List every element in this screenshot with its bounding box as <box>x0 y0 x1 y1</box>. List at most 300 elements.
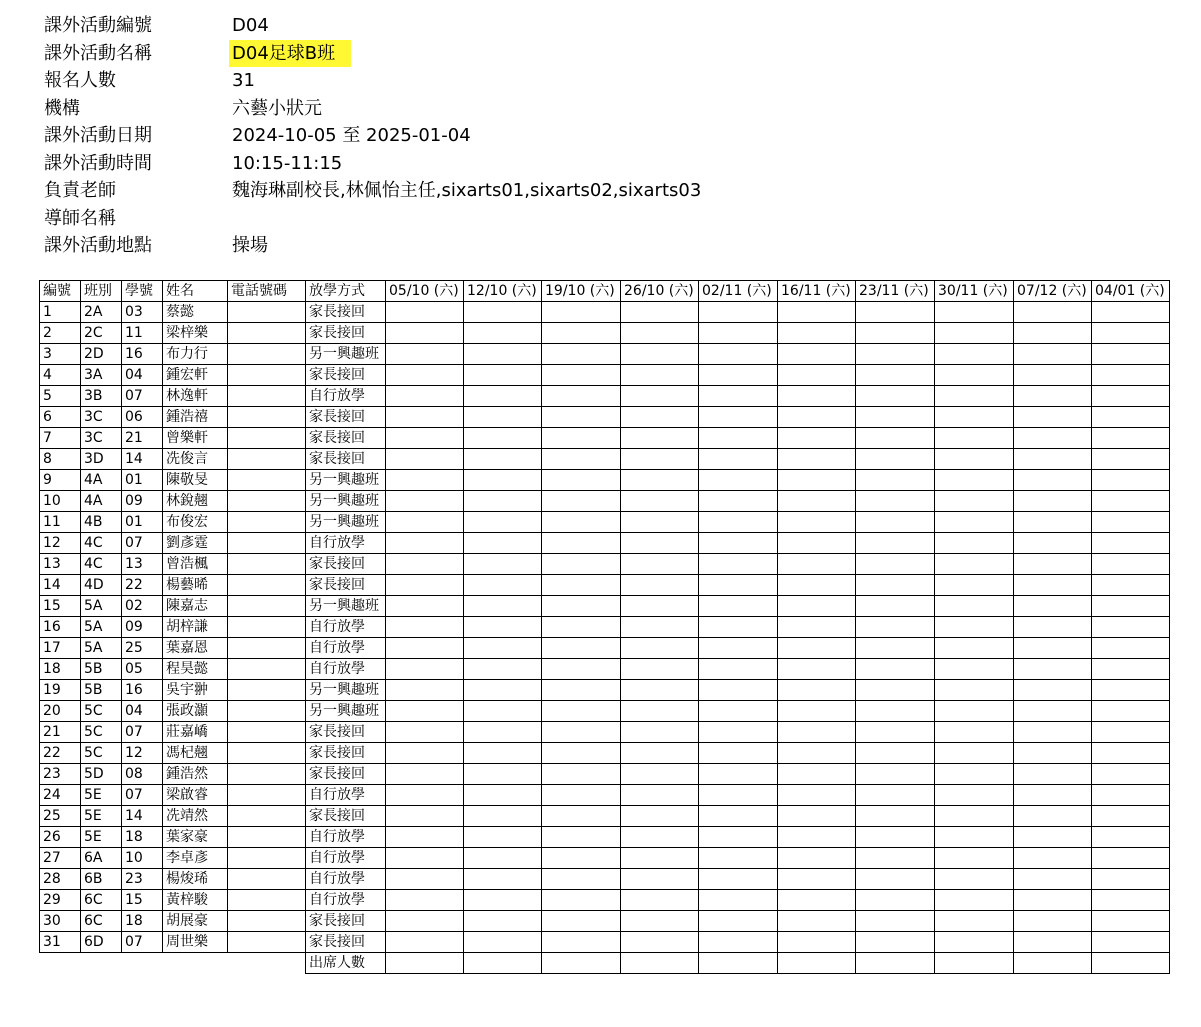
attendance-cell <box>621 323 699 344</box>
table-cell: 6C <box>81 890 122 911</box>
attendance-cell <box>386 764 464 785</box>
attendance-cell <box>1092 365 1170 386</box>
attendance-cell <box>856 764 935 785</box>
info-label: 課外活動日期 <box>44 125 152 146</box>
table-cell: 24 <box>40 785 81 806</box>
table-cell: 18 <box>122 827 163 848</box>
table-cell: 5A <box>81 596 122 617</box>
table-cell: 楊焌琋 <box>163 869 228 890</box>
attendance-cell <box>856 743 935 764</box>
attendance-cell <box>1014 869 1092 890</box>
attendance-cell <box>386 848 464 869</box>
table-cell: 家長接回 <box>306 806 386 827</box>
column-header: 編號 <box>40 281 81 302</box>
attendance-cell <box>856 575 935 596</box>
attendance-cell <box>1014 932 1092 953</box>
attendance-cell <box>464 617 542 638</box>
attendance-cell <box>1092 491 1170 512</box>
attendance-cell <box>778 785 856 806</box>
attendance-cell <box>856 533 935 554</box>
attendance-cell <box>1092 743 1170 764</box>
attendance-cell <box>778 302 856 323</box>
attendance-cell <box>386 932 464 953</box>
attendance-cell <box>1014 386 1092 407</box>
table-row <box>40 302 1170 323</box>
attendance-cell <box>1092 932 1170 953</box>
attendance-cell <box>935 911 1014 932</box>
attendance-cell <box>621 470 699 491</box>
attendance-cell <box>621 533 699 554</box>
table-cell: 陳嘉志 <box>163 596 228 617</box>
attendance-cell <box>699 302 778 323</box>
attendance-cell <box>621 491 699 512</box>
table-cell: 15 <box>40 596 81 617</box>
table-cell <box>228 323 306 344</box>
attendance-cell <box>621 701 699 722</box>
attendance-cell <box>778 659 856 680</box>
column-header: 30/11 (六) <box>935 281 1014 302</box>
attendance-cell <box>621 869 699 890</box>
table-cell: 11 <box>122 323 163 344</box>
attendance-cell <box>1014 596 1092 617</box>
attendance-cell <box>386 533 464 554</box>
attendance-cell <box>856 806 935 827</box>
attendance-count-cell <box>621 953 699 974</box>
table-cell: 5E <box>81 785 122 806</box>
table-cell: 07 <box>122 785 163 806</box>
attendance-cell <box>699 743 778 764</box>
table-header-row <box>40 281 1170 302</box>
attendance-cell <box>1014 638 1092 659</box>
attendance-cell <box>386 323 464 344</box>
attendance-cell <box>386 827 464 848</box>
table-cell: 胡梓謙 <box>163 617 228 638</box>
table-cell: 04 <box>122 701 163 722</box>
attendance-cell <box>1014 722 1092 743</box>
table-row <box>40 638 1170 659</box>
attendance-cell <box>935 428 1014 449</box>
attendance-cell <box>778 764 856 785</box>
info-value: 操場 <box>232 235 268 256</box>
attendance-cell <box>699 869 778 890</box>
attendance-cell <box>464 302 542 323</box>
attendance-cell <box>1014 743 1092 764</box>
attendance-cell <box>778 890 856 911</box>
table-row <box>40 806 1170 827</box>
attendance-cell <box>1014 407 1092 428</box>
attendance-cell <box>856 617 935 638</box>
table-cell: 6D <box>81 932 122 953</box>
table-cell: 20 <box>40 701 81 722</box>
table-cell: 06 <box>122 407 163 428</box>
attendance-cell <box>778 323 856 344</box>
table-row <box>40 764 1170 785</box>
attendance-cell <box>542 911 621 932</box>
table-cell <box>228 827 306 848</box>
table-cell: 07 <box>122 533 163 554</box>
table-cell: 自行放學 <box>306 869 386 890</box>
attendance-cell <box>778 344 856 365</box>
attendance-cell <box>621 785 699 806</box>
column-header: 16/11 (六) <box>778 281 856 302</box>
table-cell <box>228 428 306 449</box>
attendance-cell <box>935 701 1014 722</box>
info-label: 報名人數 <box>44 70 116 91</box>
column-header: 26/10 (六) <box>621 281 699 302</box>
attendance-cell <box>621 365 699 386</box>
table-cell: 10 <box>122 848 163 869</box>
table-cell: 周世樂 <box>163 932 228 953</box>
attendance-cell <box>1092 617 1170 638</box>
column-header: 19/10 (六) <box>542 281 621 302</box>
table-cell: 22 <box>40 743 81 764</box>
attendance-cell <box>778 638 856 659</box>
attendance-cell <box>778 617 856 638</box>
attendance-cell <box>542 659 621 680</box>
table-cell: 19 <box>40 680 81 701</box>
attendance-cell <box>699 638 778 659</box>
table-cell <box>228 407 306 428</box>
table-cell: 22 <box>122 575 163 596</box>
attendance-cell <box>621 722 699 743</box>
attendance-cell <box>856 344 935 365</box>
attendance-cell <box>386 491 464 512</box>
table-cell <box>228 617 306 638</box>
table-cell: 黃梓駿 <box>163 890 228 911</box>
attendance-cell <box>386 659 464 680</box>
attendance-cell <box>856 890 935 911</box>
table-cell: 4C <box>81 554 122 575</box>
attendance-cell <box>464 575 542 596</box>
table-row <box>40 680 1170 701</box>
attendance-cell <box>1092 638 1170 659</box>
table-cell: 23 <box>122 869 163 890</box>
attendance-cell <box>464 890 542 911</box>
info-label: 課外活動時間 <box>44 152 152 174</box>
table-cell: 家長接回 <box>306 932 386 953</box>
attendance-cell <box>464 470 542 491</box>
attendance-cell <box>935 554 1014 575</box>
attendance-cell <box>856 932 935 953</box>
attendance-cell <box>542 827 621 848</box>
info-value: 六藝小狀元 <box>232 97 322 119</box>
table-cell: 5D <box>81 764 122 785</box>
table-cell <box>228 554 306 575</box>
attendance-cell <box>386 512 464 533</box>
attendance-cell <box>1014 785 1092 806</box>
attendance-cell <box>621 344 699 365</box>
attendance-cell <box>621 638 699 659</box>
table-cell: 家長接回 <box>306 407 386 428</box>
table-row <box>40 575 1170 596</box>
table-cell: 葉嘉恩 <box>163 638 228 659</box>
table-cell: 曾樂軒 <box>163 428 228 449</box>
table-cell: 3B <box>81 386 122 407</box>
attendance-cell <box>1092 722 1170 743</box>
table-cell: 3D <box>81 449 122 470</box>
table-cell: 梁啟睿 <box>163 785 228 806</box>
table-cell <box>228 806 306 827</box>
info-value: 10:15-11:15 <box>232 152 343 174</box>
attendance-cell <box>1092 407 1170 428</box>
table-cell: 鍾浩然 <box>163 764 228 785</box>
table-cell: 林逸軒 <box>163 386 228 407</box>
table-cell: 16 <box>122 680 163 701</box>
attendance-cell <box>621 596 699 617</box>
attendance-cell <box>699 386 778 407</box>
attendance-cell <box>1014 365 1092 386</box>
attendance-cell <box>778 596 856 617</box>
table-cell: 25 <box>122 638 163 659</box>
table-row <box>40 827 1170 848</box>
attendance-cell <box>699 701 778 722</box>
table-cell: 劉彥霆 <box>163 533 228 554</box>
attendance-cell <box>1092 659 1170 680</box>
table-cell: 16 <box>122 344 163 365</box>
attendance-cell <box>542 680 621 701</box>
attendance-cell <box>464 449 542 470</box>
attendance-cell <box>464 407 542 428</box>
attendance-cell <box>464 491 542 512</box>
table-cell: 13 <box>40 554 81 575</box>
attendance-cell <box>856 701 935 722</box>
attendance-cell <box>935 323 1014 344</box>
attendance-cell <box>1092 386 1170 407</box>
attendance-cell <box>386 722 464 743</box>
attendance-cell <box>542 344 621 365</box>
table-cell: 布力行 <box>163 344 228 365</box>
table-cell: 4D <box>81 575 122 596</box>
table-cell <box>228 575 306 596</box>
attendance-cell <box>778 575 856 596</box>
attendance-cell <box>542 386 621 407</box>
attendance-cell <box>935 344 1014 365</box>
attendance-cell <box>464 764 542 785</box>
attendance-cell <box>386 449 464 470</box>
table-cell: 6C <box>81 911 122 932</box>
attendance-cell <box>464 848 542 869</box>
table-cell: 自行放學 <box>306 638 386 659</box>
table-cell: 5C <box>81 743 122 764</box>
table-cell: 2 <box>40 323 81 344</box>
info-value: 2024-10-05 至 2025-01-04 <box>232 125 471 146</box>
attendance-cell <box>1092 869 1170 890</box>
column-header: 12/10 (六) <box>464 281 542 302</box>
attendance-cell <box>699 428 778 449</box>
attendance-cell <box>1092 806 1170 827</box>
table-cell: 另一興趣班 <box>306 701 386 722</box>
attendance-table <box>39 280 1170 974</box>
table-cell: 01 <box>122 470 163 491</box>
table-row <box>40 911 1170 932</box>
attendance-cell <box>1092 323 1170 344</box>
attendance-cell <box>542 869 621 890</box>
column-header: 23/11 (六) <box>856 281 935 302</box>
attendance-cell <box>464 344 542 365</box>
blank-cell <box>40 953 81 974</box>
attendance-cell <box>1014 659 1092 680</box>
attendance-cell <box>464 701 542 722</box>
attendance-count-cell <box>935 953 1014 974</box>
attendance-cell <box>935 785 1014 806</box>
table-cell: 6 <box>40 407 81 428</box>
attendance-cell <box>778 848 856 869</box>
attendance-cell <box>935 575 1014 596</box>
attendance-cell <box>1014 344 1092 365</box>
attendance-cell <box>778 365 856 386</box>
table-cell: 4A <box>81 470 122 491</box>
attendance-cell <box>699 764 778 785</box>
table-row <box>40 701 1170 722</box>
table-cell: 5E <box>81 806 122 827</box>
attendance-cell <box>542 575 621 596</box>
attendance-cell <box>856 680 935 701</box>
attendance-cell <box>542 512 621 533</box>
attendance-cell <box>386 344 464 365</box>
attendance-cell <box>699 365 778 386</box>
attendance-cell <box>856 470 935 491</box>
table-cell: 03 <box>122 302 163 323</box>
table-cell <box>228 491 306 512</box>
attendance-cell <box>542 596 621 617</box>
attendance-cell <box>778 386 856 407</box>
table-row <box>40 491 1170 512</box>
table-cell: 3A <box>81 365 122 386</box>
attendance-cell <box>699 659 778 680</box>
attendance-cell <box>856 428 935 449</box>
attendance-cell <box>542 533 621 554</box>
attendance-cell <box>386 785 464 806</box>
attendance-cell <box>621 575 699 596</box>
table-row <box>40 344 1170 365</box>
attendance-cell <box>1092 449 1170 470</box>
table-cell: 14 <box>122 806 163 827</box>
attendance-cell <box>935 491 1014 512</box>
table-cell: 鍾浩禧 <box>163 407 228 428</box>
table-cell: 12 <box>122 743 163 764</box>
blank-cell <box>163 953 228 974</box>
attendance-cell <box>386 638 464 659</box>
attendance-cell <box>621 764 699 785</box>
table-cell <box>228 848 306 869</box>
table-cell: 莊嘉嶠 <box>163 722 228 743</box>
attendance-cell <box>699 848 778 869</box>
info-label: 課外活動編號 <box>44 15 152 36</box>
attendance-cell <box>621 512 699 533</box>
attendance-cell <box>621 911 699 932</box>
attendance-cell <box>621 890 699 911</box>
attendance-cell <box>621 848 699 869</box>
table-cell <box>228 701 306 722</box>
attendance-cell <box>542 722 621 743</box>
attendance-cell <box>621 932 699 953</box>
table-row <box>40 617 1170 638</box>
attendance-cell <box>542 407 621 428</box>
attendance-cell <box>778 827 856 848</box>
table-cell: 自行放學 <box>306 827 386 848</box>
table-cell: 5B <box>81 680 122 701</box>
attendance-cell <box>1092 575 1170 596</box>
attendance-cell <box>699 554 778 575</box>
attendance-cell <box>386 890 464 911</box>
table-cell: 6B <box>81 869 122 890</box>
table-cell: 18 <box>122 911 163 932</box>
attendance-cell <box>542 785 621 806</box>
attendance-count-cell <box>1092 953 1170 974</box>
table-cell: 程昊懿 <box>163 659 228 680</box>
table-cell: 5A <box>81 617 122 638</box>
table-cell: 26 <box>40 827 81 848</box>
table-cell <box>228 533 306 554</box>
attendance-cell <box>1092 470 1170 491</box>
attendance-cell <box>1092 764 1170 785</box>
attendance-cell <box>935 764 1014 785</box>
attendance-cell <box>1014 890 1092 911</box>
attendance-cell <box>699 785 778 806</box>
table-cell: 07 <box>122 932 163 953</box>
attendance-cell <box>621 659 699 680</box>
table-cell: 27 <box>40 848 81 869</box>
table-cell: 另一興趣班 <box>306 596 386 617</box>
attendance-cell <box>699 323 778 344</box>
table-row <box>40 785 1170 806</box>
column-header: 放學方式 <box>306 281 386 302</box>
attendance-cell <box>386 911 464 932</box>
attendance-cell <box>1014 764 1092 785</box>
attendance-cell <box>1014 680 1092 701</box>
attendance-cell <box>935 848 1014 869</box>
table-cell: 家長接回 <box>306 911 386 932</box>
table-row <box>40 743 1170 764</box>
table-cell: 02 <box>122 596 163 617</box>
table-cell: 3 <box>40 344 81 365</box>
attendance-cell <box>386 554 464 575</box>
table-cell <box>228 743 306 764</box>
attendance-cell <box>1092 911 1170 932</box>
table-cell <box>228 869 306 890</box>
table-cell: 2C <box>81 323 122 344</box>
attendance-cell <box>778 869 856 890</box>
attendance-cell <box>1092 680 1170 701</box>
table-cell: 14 <box>122 449 163 470</box>
attendance-cell <box>1092 701 1170 722</box>
table-row <box>40 890 1170 911</box>
table-cell: 自行放學 <box>306 533 386 554</box>
info-value: D04足球B班 <box>229 40 351 68</box>
attendance-cell <box>856 323 935 344</box>
attendance-count-row <box>40 953 1170 974</box>
table-row <box>40 323 1170 344</box>
table-cell: 家長接回 <box>306 302 386 323</box>
table-cell: 18 <box>40 659 81 680</box>
attendance-cell <box>699 407 778 428</box>
table-cell <box>228 512 306 533</box>
attendance-cell <box>464 659 542 680</box>
table-cell: 梁梓樂 <box>163 323 228 344</box>
attendance-cell <box>1014 806 1092 827</box>
attendance-cell <box>464 722 542 743</box>
table-cell: 1 <box>40 302 81 323</box>
table-cell: 家長接回 <box>306 554 386 575</box>
attendance-cell <box>699 680 778 701</box>
attendance-cell <box>386 743 464 764</box>
attendance-cell <box>935 743 1014 764</box>
attendance-cell <box>464 911 542 932</box>
attendance-cell <box>621 428 699 449</box>
attendance-cell <box>856 785 935 806</box>
attendance-cell <box>1014 827 1092 848</box>
attendance-cell <box>778 449 856 470</box>
